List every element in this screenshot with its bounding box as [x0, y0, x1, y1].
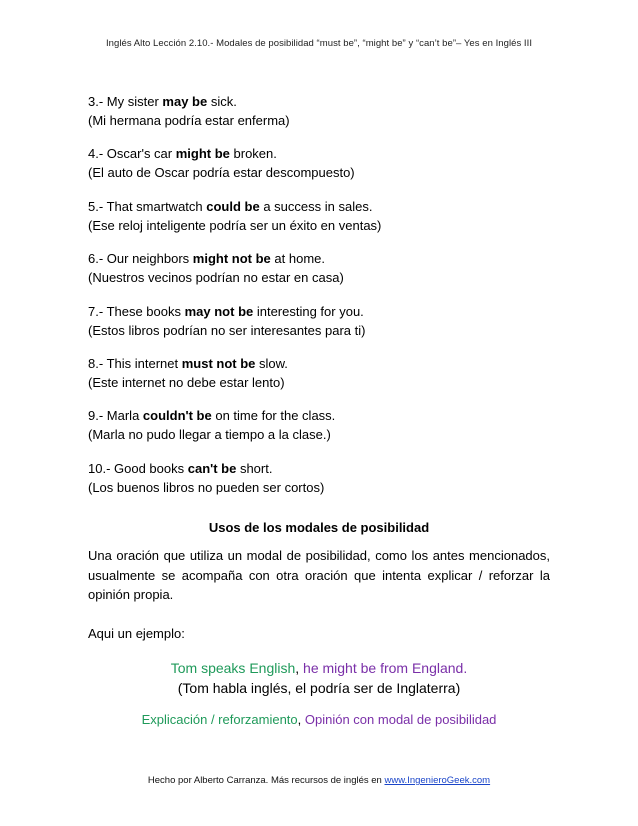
example-translation: (Este internet no debe estar lento)	[88, 374, 285, 390]
example-item	[88, 249, 558, 287]
example-list	[88, 92, 558, 511]
example-translation: (Ese reloj inteligente podría ser un éxito en ventas)	[88, 217, 382, 233]
page-header: Inglés Alto Lección 2.10.- Modales de posibilidad “must be”, “might be” y “can’t be”– Yes en Inglés III	[105, 38, 533, 49]
example-translation: (Nuestros vecinos podrían no estar en casa)	[88, 270, 344, 286]
modal-phrase: can't be	[187, 460, 237, 476]
example-sentence: 9.- Marla couldn't be on time for the class.	[88, 408, 336, 424]
example-item	[88, 459, 558, 497]
modal-phrase: might be	[175, 146, 230, 162]
example-intro: Aqui un ejemplo:	[88, 626, 185, 641]
modal-phrase: couldn't be	[142, 408, 212, 424]
explanation-text: Tom speaks English	[170, 660, 296, 676]
example-sentence: 7.- These books may not be interesting for you.	[88, 303, 364, 319]
example-item	[88, 354, 558, 392]
legend-opinion: Opinión con modal de posibilidad	[304, 712, 497, 727]
example-item	[88, 406, 558, 444]
example-item	[88, 197, 558, 235]
example-item	[88, 302, 558, 340]
color-legend: Explicación / reforzamiento, Opinión con modal de posibilidad	[141, 712, 497, 727]
example-sentence: 10.- Good books can't be short.	[88, 460, 273, 476]
example-translation: (Estos libros podrían no ser interesantes para ti)	[88, 322, 366, 338]
modal-phrase: could be	[206, 198, 260, 214]
modal-phrase: may be	[162, 94, 208, 109]
footer-link[interactable]: www.IngenieroGeek.com	[384, 775, 491, 786]
section-paragraph: Una oración que utiliza un modal de posibilidad, como los antes mencionados, usualmente se acompaña con otra oración que intenta explicar / reforzar la opinión propia.	[88, 548, 550, 602]
example-sentence: 6.- Our neighbors might not be at home.	[88, 251, 325, 267]
example-sentence: 3.- My sister may be sick.	[88, 94, 237, 109]
example-sentence: 4.- Oscar's car might be broken.	[88, 146, 277, 162]
example-item	[88, 144, 558, 182]
demo-sentence: Tom speaks English, he might be from England.	[170, 660, 468, 676]
demo-translation: (Tom habla inglés, el podría ser de Inglaterra)	[177, 680, 461, 696]
modal-phrase: may not be	[184, 303, 254, 319]
example-sentence: 8.- This internet must not be slow.	[88, 355, 288, 371]
section-title: Usos de los modales de posibilidad	[208, 520, 430, 535]
example-translation: (Mi hermana podría estar enferma)	[88, 113, 290, 128]
modal-phrase: must not be	[181, 355, 256, 371]
example-translation: (Marla no pudo llegar a tiempo a la clase.)	[88, 427, 331, 443]
page-footer	[0, 775, 638, 786]
example-translation: (El auto de Oscar podría estar descompuesto)	[88, 165, 355, 181]
example-item	[88, 92, 558, 130]
footer-text: Hecho por Alberto Carranza. Más recursos de inglés en	[147, 775, 385, 786]
example-translation: (Los buenos libros no pueden ser cortos)	[88, 479, 325, 495]
modal-phrase: might not be	[192, 251, 271, 267]
legend-explanation: Explicación / reforzamiento	[141, 712, 298, 727]
example-sentence: 5.- That smartwatch could be a success in sales.	[88, 198, 373, 214]
opinion-text: he might be from England.	[303, 660, 468, 676]
